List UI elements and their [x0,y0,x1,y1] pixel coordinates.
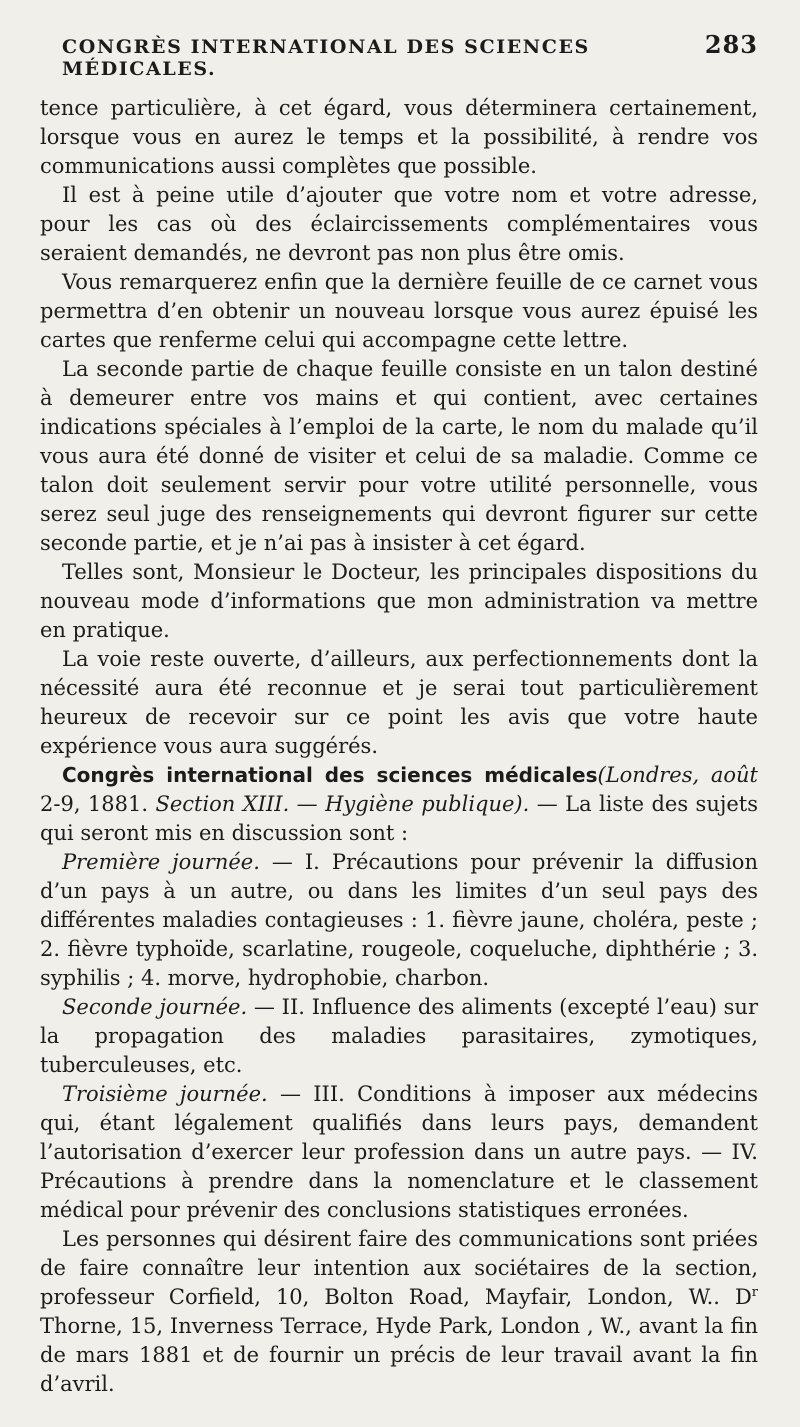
running-header [40,30,758,80]
text-run: — I. Précautions pour prévenir la diffusion d’un pays à un autre, ou dans les limites d’un seul pays des différentes maladies contagieuses : 1. fièvre jaune, choléra, peste ; 2. fièvre typhoïde, scarlatine, rougeole, coqueluche, diphthérie ; 3. syphilis ; 4. morve, hydrophobie, charbon. [40,850,758,990]
italic-text: (Londres, août [597,763,758,787]
program-day-paragraph [40,1080,758,1225]
text-run: — La liste des sujets qui seront mis en discussion sont : [40,792,758,845]
congress-paragraph [40,761,758,848]
paragraph: Telles sont, Monsieur le Docteur, les principales dispositions du nouveau mode d’informations que mon administration va mettre en pratique. [40,560,758,642]
superscript: r [751,1285,758,1300]
paragraph: Vous remarquerez enfin que la dernière feuille de ce carnet vous permettra d’en obtenir un nouveau lorsque vous aurez épuisé les cartes que renferme celui qui accompagne cette lettre. [40,270,758,352]
running-title: CONGRÈS INTERNATIONAL DES SCIENCES MÉDICALES. [62,36,590,80]
paragraph: La voie reste ouverte, d’ailleurs, aux perfectionnements dont la nécessité aura été reconnue et je serai tout particulièrement heureux de recevoir sur ce point les avis que votre haute expérience vous aura suggérés. [40,647,758,758]
contact-paragraph [40,1225,758,1399]
text-run: — II. Influence des aliments (excepté l’eau) sur la propagation des maladies parasitaires, zymotiques, tuberculeuses, etc. [40,995,758,1077]
day-label: Seconde journée. [62,995,248,1019]
paragraph: Il est à peine utile d’ajouter que votre nom et votre adresse, pour les cas où des éclaircissements complémentaires vous seraient demandés, ne devront pas non plus être omis. [40,183,758,265]
paragraph: tence particulière, à cet égard, vous déterminera certainement, lorsque vous en aurez le temps et la possibilité, à rendre vos communications aussi complètes que possible. [40,96,758,178]
text-run: 2-9, 1881. [40,792,156,816]
congress-heading: Congrès international des sciences médicales [62,763,598,787]
text-run: Thorne, 15, Inverness Terrace, Hyde Park, London , W., avant la fin de mars 1881 et de fournir un précis de leur travail avant la fin d’avril. [40,1314,758,1396]
text-run: Les personnes qui désirent faire des communications sont priées de faire connaître leur intention aux sociétaires de la section, professeur Corfield, 10, Bolton Road, Mayfair, London, W.. D [40,1227,758,1309]
page-number: 283 [704,30,758,59]
day-label: Première journée. [62,850,260,874]
day-label: Troisième journée. [62,1082,268,1106]
text-run: — III. Conditions à imposer aux médecins qui, étant légalement qualifiés dans leurs pays, demandent l’autorisation d’exercer leur profession dans un autre pays. — IV. Précautions à prendre dans la nomenclature et le classement médical pour prévenir des conclusions statistiques erronées. [40,1082,758,1222]
italic-text: Section XIII. — Hygiène publique). [155,792,530,816]
program-day-paragraph [40,848,758,993]
paragraph: La seconde partie de chaque feuille consiste en un talon destiné à demeurer entre vos mains et qui contient, avec certaines indications spéciales à l’emploi de la carte, le nom du malade qu’il vous aura été donné de visiter et celui de sa maladie. Comme ce talon doit seulement servir pour votre utilité personnelle, vous serez seul juge des renseignements qui devront figurer sur cette seconde partie, et je n’ai pas à insister à cet égard. [40,357,758,555]
program-day-paragraph [40,993,758,1080]
